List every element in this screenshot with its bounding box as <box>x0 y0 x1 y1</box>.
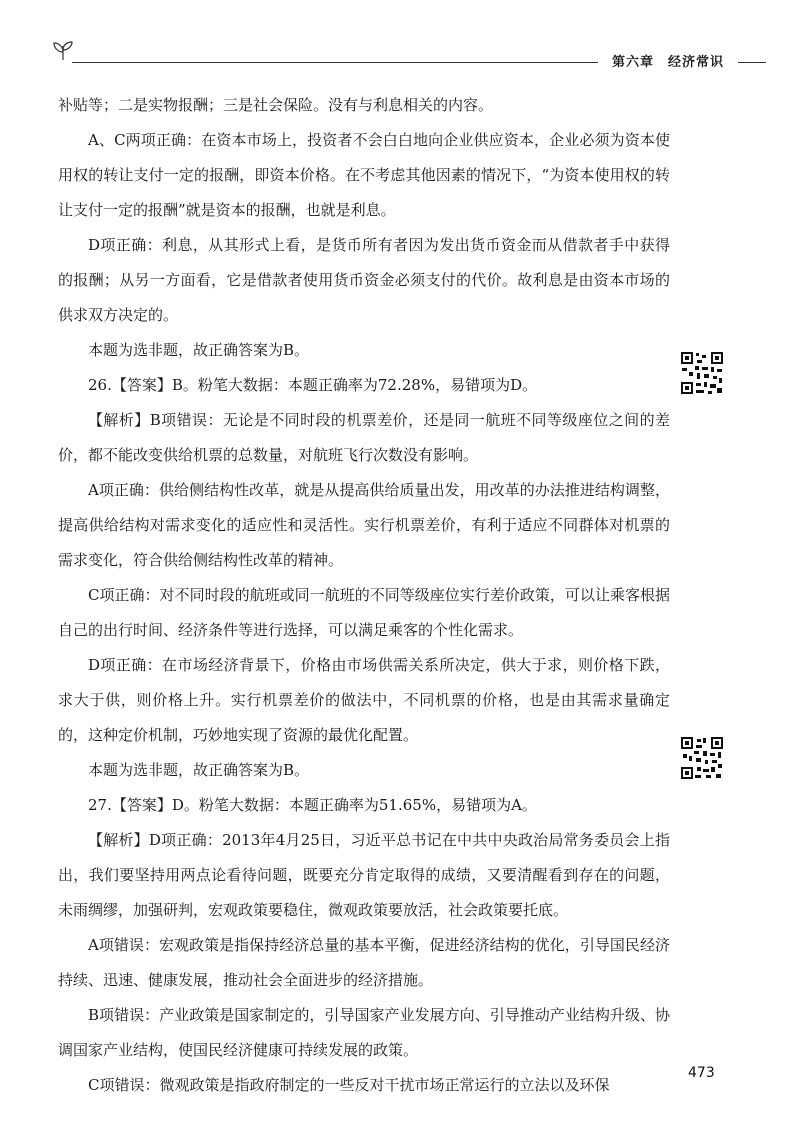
paragraph: 【解析】B项错误：无论是不同时段的机票差价，还是同一航班不同等级座位之间的差价，都不能改变供给机票的总数量，对航班飞行次数没有影响。 <box>58 411 670 464</box>
page-header <box>38 36 768 76</box>
paragraph: B项错误：产业政策是国家制定的，引导国家产业发展方向、引导推动产业结构升级、协调国家产业结构，使国民经济健康可持续发展的政策。 <box>58 1006 670 1059</box>
paragraph: 补贴等；二是实物报酬；三是社会保险。没有与利息相关的内容。 <box>58 96 494 114</box>
qr-code-icon[interactable] <box>680 351 724 395</box>
paragraph: A项正确：供给侧结构性改革，就是从提高供给质量出发，用改革的办法推进结构调整，提高供给结构对需求变化的适应性和灵活性。实行机票差价，有利于适应不同群体对机票的需求变化，符合供给侧结构性改革的精神。 <box>58 481 670 569</box>
paragraph: 【解析】D项正确：2013年4月25日，习近平总书记在中共中央政治局常务委员会上指出，我们要坚持用两点论看待问题，既要充分肯定取得的成绩，又要清醒看到存在的问题，未雨绸缪，加强研判，宏观政策要稳住，微观政策要放活，社会政策要托底。 <box>58 831 670 919</box>
paragraph: A、C两项正确：在资本市场上，投资者不会白白地向企业供应资本，企业必须为资本使用权的转让支付一定的报酬，即资本价格。在不考虑其他因素的情况下，“为资本使用权的转让支付一定的报酬”就是资本的报酬，也就是利息。 <box>58 131 670 219</box>
paragraph: C项正确：对不同时段的航班或同一航班的不同等级座位实行差价政策，可以让乘客根据自己的出行时间、经济条件等进行选择，可以满足乘客的个性化需求。 <box>58 586 670 639</box>
header-rule-tail <box>738 62 766 63</box>
paragraph: D项正确：在市场经济背景下，价格由市场供需关系所决定，供大于求，则价格下跌，求大于供，则价格上升。实行机票差价的做法中，不同机票的价格，也是由其需求量确定的，这种定价机制，巧妙地实现了资源的最优化配置。 <box>58 656 670 744</box>
paragraph: 27.【答案】D。粉笔大数据：本题正确率为51.65%，易错项为A。 <box>88 796 537 814</box>
paragraph: C项错误：微观政策是指政府制定的一些反对干扰市场正常运行的立法以及环保 <box>88 1076 610 1094</box>
chapter-title: 第六章 经济常识 <box>598 51 738 70</box>
paragraph: 本题为选非题，故正确答案为B。 <box>88 341 310 359</box>
paragraph: D项正确：利息，从其形式上看，是货币所有者因为发出货币资金而从借款者手中获得的报酬；从另一方面看，它是借款者使用货币资金必须支付的代价。故利息是由资本市场的供求双方决定的。 <box>58 236 670 324</box>
leaf-icon <box>50 38 76 64</box>
header-rule <box>72 62 618 63</box>
paragraph: A项错误：宏观政策是指保持经济总量的基本平衡，促进经济结构的优化，引导国民经济持续、迅速、健康发展，推动社会全面进步的经济措施。 <box>58 936 670 989</box>
paragraph: 本题为选非题，故正确答案为B。 <box>88 761 310 779</box>
page-body <box>58 88 670 1103</box>
page-number: 473 <box>688 1065 715 1081</box>
paragraph: 26.【答案】B。粉笔大数据：本题正确率为72.28%，易错项为D。 <box>88 376 538 394</box>
qr-code-icon[interactable] <box>680 736 724 780</box>
